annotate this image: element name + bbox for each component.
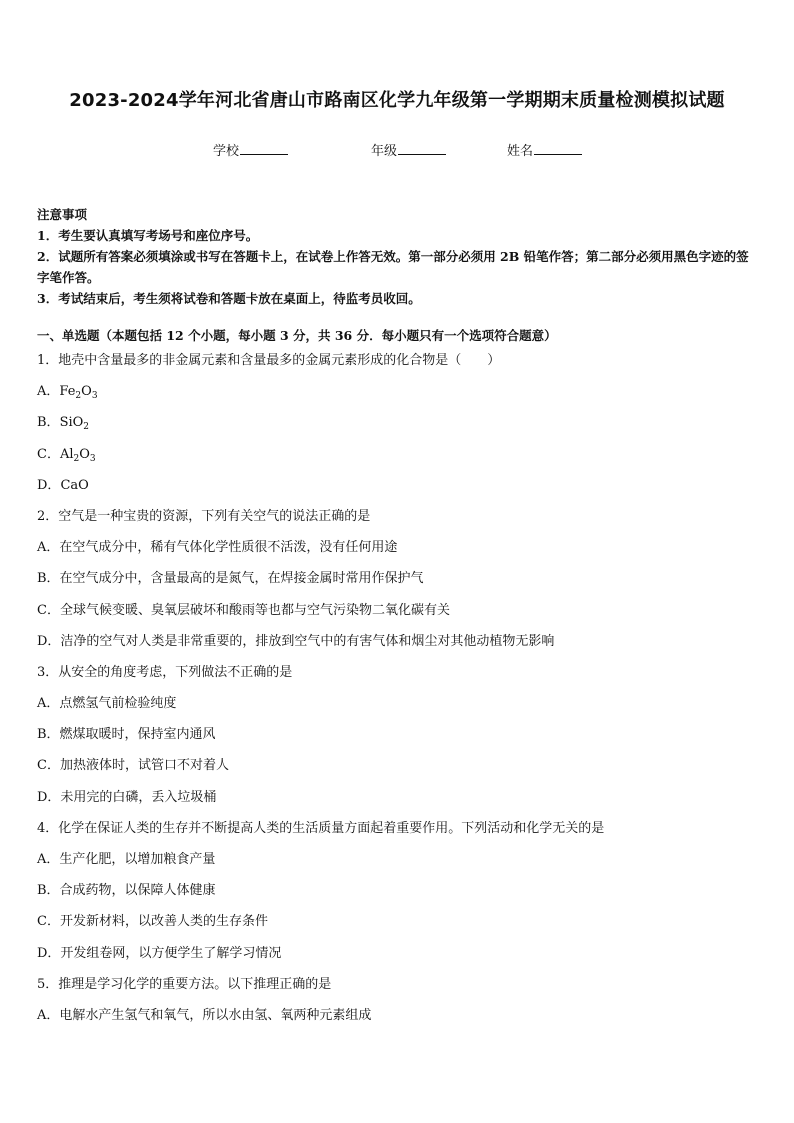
option-line: A．在空气成分中，稀有气体化学性质很不活泼，没有任何用途 bbox=[37, 540, 398, 556]
option-line bbox=[37, 412, 759, 443]
school-field bbox=[213, 140, 288, 159]
option-line: B．合成药物，以保障人体健康 bbox=[37, 883, 216, 899]
grade-label: 年级 bbox=[371, 144, 398, 159]
option-line: A．生产化肥，以增加粮食产量 bbox=[37, 852, 216, 867]
option-line bbox=[37, 444, 759, 475]
formula-part: SiO bbox=[59, 415, 84, 431]
school-label: 学校 bbox=[213, 144, 240, 159]
formula-subscript: 2 bbox=[75, 391, 82, 402]
option-line: A．点燃氢气前检验纯度 bbox=[37, 696, 177, 712]
option-line: C．开发新材料，以改善人类的生存条件 bbox=[37, 914, 268, 930]
formula-subscript: 3 bbox=[91, 391, 98, 402]
question-stem: 3．从安全的角度考虑，下列做法不正确的是 bbox=[37, 664, 293, 680]
option-prefix: D． bbox=[37, 477, 61, 493]
exam-title: 2023-2024学年河北省唐山市路南区化学九年级第一学期期末质量检测模拟试题 bbox=[69, 90, 725, 111]
question-stem: 5．推理是学习化学的重要方法。以下推理正确的是 bbox=[37, 976, 332, 992]
option-line: B．燃煤取暖时，保持室内通风 bbox=[37, 727, 216, 743]
formula-part: O bbox=[81, 384, 92, 400]
option-prefix: A． bbox=[37, 384, 60, 400]
option-line: C．加热液体时，试管口不对着人 bbox=[37, 758, 229, 774]
school-blank bbox=[240, 141, 288, 155]
formula-part: Fe bbox=[59, 384, 76, 400]
notes-block bbox=[37, 204, 759, 309]
option-line: B．在空气成分中，含量最高的是氮气，在焊接金属时常用作保护气 bbox=[37, 571, 424, 587]
option-prefix: C． bbox=[37, 446, 60, 462]
option-line bbox=[37, 381, 759, 412]
name-blank bbox=[534, 141, 582, 155]
notes-item: 2．试题所有答案必须填涂或书写在答题卡上，在试卷上作答无效。第一部分必须用 2B 铅笔作答；第二部分必须用黑色字迹的签字笔作答。 bbox=[37, 249, 749, 285]
notes-item: 3．考试结束后，考生须将试卷和答题卡放在桌面上，待监考员收回。 bbox=[37, 291, 421, 306]
question-stem: 4．化学在保证人类的生存并不断提高人类的生活质量方面起着重要作用。下列活动和化学无关的是 bbox=[37, 820, 605, 836]
formula-part: CaO bbox=[60, 477, 89, 493]
formula-subscript: 2 bbox=[73, 453, 80, 464]
formula-subscript: 3 bbox=[89, 453, 96, 464]
grade-field bbox=[371, 140, 446, 159]
notes-item: 1．考生要认真填写考场号和座位序号。 bbox=[37, 228, 259, 243]
question-list bbox=[37, 350, 759, 1036]
option-line: D．洁净的空气对人类是非常重要的，排放到空气中的有害气体和烟尘对其他动植物无影响 bbox=[37, 633, 555, 649]
name-field bbox=[507, 140, 582, 159]
notes-heading: 注意事项 bbox=[37, 207, 88, 222]
section-heading: 一、单选题（本题包括 12 个小题，每小题 3 分，共 36 分．每小题只有一个选项符合题意） bbox=[37, 328, 557, 343]
question-stem: 1．地壳中含量最多的非金属元素和含量最多的金属元素形成的化合物是（ ） bbox=[37, 353, 501, 368]
grade-blank bbox=[398, 141, 446, 155]
option-line: C．全球气候变暖、臭氧层破坏和酸雨等也都与空气污染物二氧化碳有关 bbox=[37, 602, 450, 618]
formula-part: O bbox=[79, 446, 90, 462]
option-line: D．未用完的白磷，丢入垃圾桶 bbox=[37, 789, 217, 805]
formula-part: Al bbox=[59, 446, 74, 462]
question-stem: 2．空气是一种宝贵的资源，下列有关空气的说法正确的是 bbox=[37, 508, 371, 524]
option-line: A．电解水产生氢气和氧气，所以水由氢、氧两种元素组成 bbox=[37, 1007, 372, 1023]
option-line: D．开发组卷网，以方便学生了解学习情况 bbox=[37, 945, 282, 961]
formula-subscript: 2 bbox=[83, 422, 90, 433]
option-line bbox=[37, 475, 759, 506]
option-prefix: B． bbox=[37, 415, 60, 431]
name-label: 姓名 bbox=[507, 144, 534, 159]
